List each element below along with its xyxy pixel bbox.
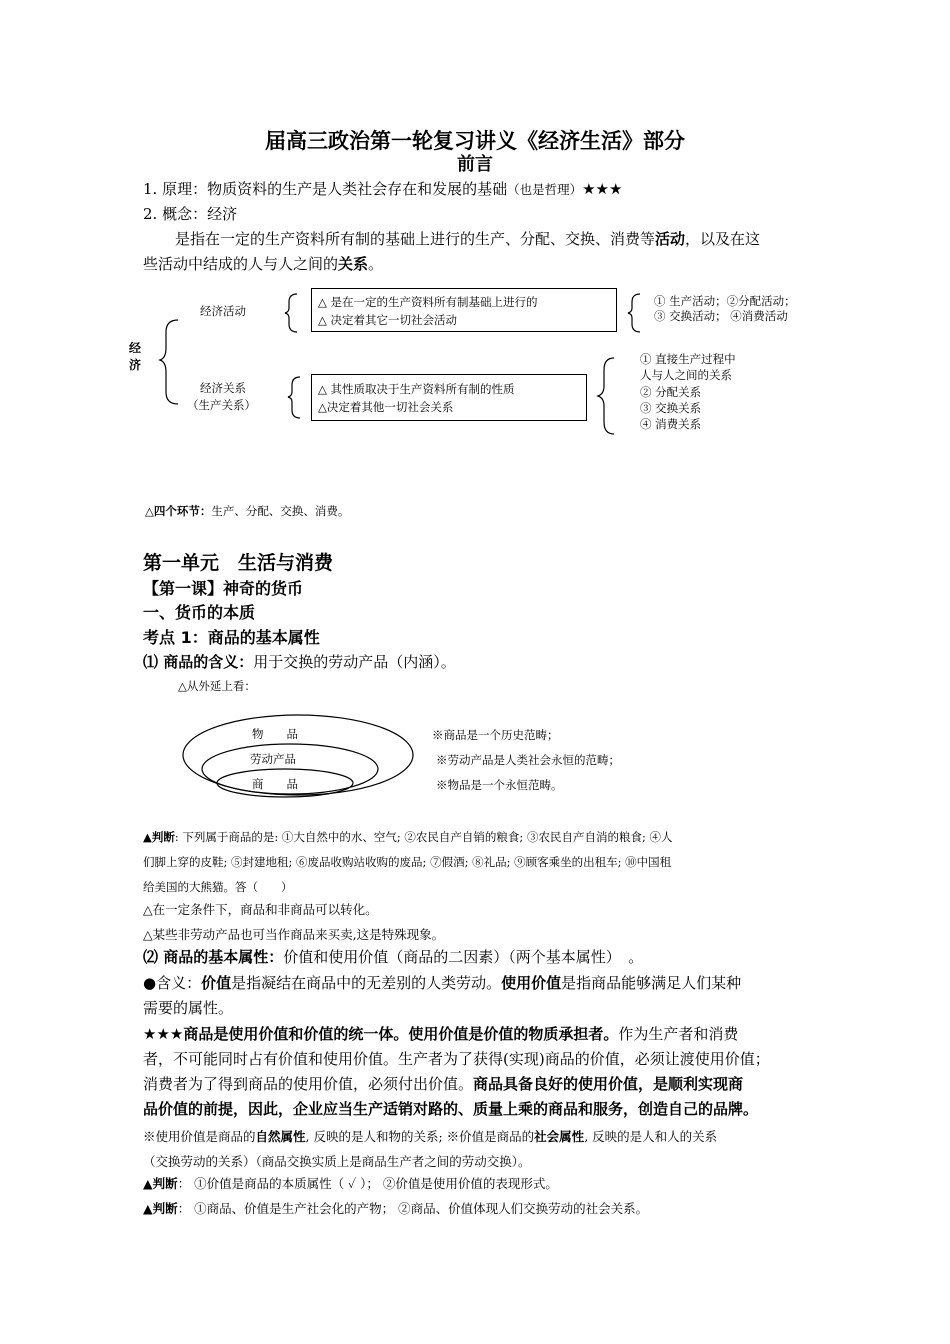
brace-relation-right <box>598 358 614 434</box>
meaning-use-value-term: 使用价值 <box>501 974 562 992</box>
meaning-use-value-def-end: 需要的属性。 <box>143 999 234 1017</box>
branch-relation-box-line2: △决定着其他一切社会关系 <box>318 400 454 414</box>
judge-3-text: ： ①商品、价值是生产社会化的产物； ②商品、价值体现人们交换劳动的社会关系。 <box>177 1201 649 1216</box>
unity-text-2: 者，不可能同时占有价值和使用价值。生产者为了获得(实现)商品的价值，必须让渡使用价值； <box>143 1050 770 1068</box>
intro-item-1-text: 1. 原理：物质资料的生产是人类社会存在和发展的基础 <box>143 180 508 198</box>
activity-list-line2: ③ 交换活动； ④消费活动 <box>654 309 788 323</box>
four-links-label: △四个环节： <box>145 504 212 518</box>
attr-social: 社会属性 <box>534 1129 585 1144</box>
branch-relation-label2: （生产关系） <box>187 398 256 412</box>
unity-bold-2: 商品具备良好的使用价值，是顺利实现商 <box>473 1075 744 1093</box>
basic-attributes <box>143 946 643 967</box>
preface-heading: 前言 <box>457 154 493 175</box>
note-convert: △在一定条件下，商品和非商品可以转化。 <box>143 902 378 917</box>
meaning-value-def: 是指凝结在商品中的无差别的人类劳动。 <box>231 974 502 992</box>
unity-bold-3: 品价值的前提，因此，企业应当生产适销对路的、质量上乘的商品和服务，创造自己的品牌。 <box>143 1100 759 1118</box>
relation-list-line1: ① 直接生产过程中 <box>640 352 736 366</box>
meaning-use-value-def: 是指商品能够满足人们某种 <box>561 974 742 992</box>
ellipse-note-3: ※物品是一个永恒范畴。 <box>436 778 563 792</box>
meaning-label: ●含义： <box>143 974 202 992</box>
unit-title: 第一单元 生活与消费 <box>143 552 334 574</box>
branch-relation-box <box>311 374 587 421</box>
relation-list-line5: ④ 消费关系 <box>640 417 702 431</box>
judge-3-label: ▲判断 <box>143 1201 178 1216</box>
brace-relation <box>288 377 300 418</box>
relation-list-line2: 人与人之间的关系 <box>640 368 732 382</box>
lesson-title: 【第一课】神奇的货币 <box>143 579 304 598</box>
document-title: 届高三政治第一轮复习讲义《经济生活》部分 <box>265 128 685 153</box>
unity-paragraph <box>143 1022 808 1122</box>
relation-list-line3: ② 分配关系 <box>640 385 702 399</box>
basic-attributes-label: ⑵ 商品的基本属性： <box>143 948 284 966</box>
definition-text-f: 。 <box>368 255 384 273</box>
judge-1-label: ▲判断 <box>143 830 175 844</box>
judge-question-1 <box>143 825 673 900</box>
attr-line-2: （交换劳动的关系）（商品交换实质上是商品生产者之间的劳动交换）。 <box>143 1154 531 1169</box>
branch-activity-box-line2: △ 决定着其它一切社会活动 <box>318 313 457 327</box>
unity-stars: ★★★ <box>143 1025 184 1043</box>
attr-text-a: ※使用价值是商品的 <box>143 1129 256 1144</box>
branch-relation-box-line1: △ 其性质取决于生产资料所有制的性质 <box>318 382 515 396</box>
definition-bold-relation: 关系 <box>338 255 369 273</box>
brace-activity-right <box>628 294 640 332</box>
ellipse-label-middle: 劳动产品 <box>250 752 296 766</box>
judge-question-3 <box>143 1199 648 1217</box>
unity-text-3: 消费者为了得到商品的使用价值，必须付出价值。 <box>143 1075 474 1093</box>
note-special: △某些非劳动产品也可当作商品来买卖,这是特殊现象。 <box>143 927 445 942</box>
branch-activity-label: 经济活动 <box>200 304 246 318</box>
branch-activity-box <box>311 288 617 332</box>
judge-question-2 <box>143 1174 558 1192</box>
meaning-paragraph <box>143 971 808 1021</box>
four-links-text: 生产、分配、交换、消费。 <box>211 504 350 518</box>
basic-attributes-text: 价值和使用价值（商品的二因素）（两个基本属性） 。 <box>283 948 644 966</box>
definition-bold-activity: 活动 <box>655 230 686 248</box>
commodity-meaning-label: ⑴ 商品的含义： <box>143 653 254 671</box>
definition-text-a: 是指在一定的生产资料所有制的基础上进行的生产、分配、交换、消费等 <box>175 230 656 248</box>
intro-item-1-note: （也是哲理） <box>507 182 583 197</box>
main-brace <box>160 320 178 404</box>
judge-1-line2: 们脚上穿的皮鞋; ⑤封建地租; ⑥废品收购站收购的废品; ⑦假酒; ⑧礼品; ⑨顾客乘坐的出租车; ⑩中国租 <box>143 855 672 869</box>
ellipse-note-1: ※商品是一个历史范畴； <box>432 728 559 742</box>
judge-2-text: ： ①价值是商品的本质属性（ ✓ ）； ②价值是使用价值的表现形式。 <box>177 1176 558 1191</box>
judge-1-line3: 给美国的大熊猫。答（ ） <box>143 880 293 894</box>
exam-point-title: 考点 1：商品的基本属性 <box>143 628 320 647</box>
ellipse-note-2: ※劳动产品是人类社会永恒的范畴； <box>436 753 620 767</box>
attr-text-e: , 反映的是人和人的关系 <box>584 1129 718 1144</box>
judge-1-line1: : 下列属于商品的是: ①大自然中的水、空气; ②农民自产自销的粮食; ③农民自产自消的粮食; ④人 <box>174 830 673 844</box>
meaning-value-term: 价值 <box>201 974 232 992</box>
definition-text-c: ，以及在这 <box>685 230 761 248</box>
four-links <box>145 503 349 519</box>
attribute-notes <box>143 1124 717 1174</box>
intro-item-1-stars: ★★★ <box>582 180 623 198</box>
unity-bold: 商品是使用价值和价值的统一体。使用价值是价值的物质承担者。 <box>183 1025 619 1043</box>
relation-list-line4: ③ 交换关系 <box>640 401 702 415</box>
commodity-meaning-text: 用于交换的劳动产品（内涵）。 <box>253 653 456 671</box>
diagram-root-economy: 经济 <box>129 341 142 372</box>
activity-list-line1: ① 生产活动；②分配活动； <box>654 294 796 308</box>
definition-text-d: 些活动中结成的人与人之间的 <box>143 255 339 273</box>
commodity-meaning <box>143 651 456 672</box>
intro-item-2: 2. 概念：经济 <box>143 205 238 223</box>
ellipse-label-outer: 物 品 <box>252 727 298 741</box>
section-title: 一、货币的本质 <box>143 603 256 622</box>
attr-natural: 自然属性 <box>255 1129 306 1144</box>
unity-text-1: 作为生产者和消费 <box>618 1025 739 1043</box>
judge-2-label: ▲判断 <box>143 1176 178 1191</box>
brace-activity <box>285 294 297 332</box>
extension-note: △从外延上看： <box>178 679 256 693</box>
branch-activity-box-line1: △ 是在一定的生产资料所有制基础上进行的 <box>318 295 538 309</box>
attr-text-c: , 反映的是人和物的关系; ※价值是商品的 <box>305 1129 535 1144</box>
branch-relation-label: 经济关系 <box>200 381 246 395</box>
ellipse-label-inner: 商 品 <box>252 777 298 791</box>
